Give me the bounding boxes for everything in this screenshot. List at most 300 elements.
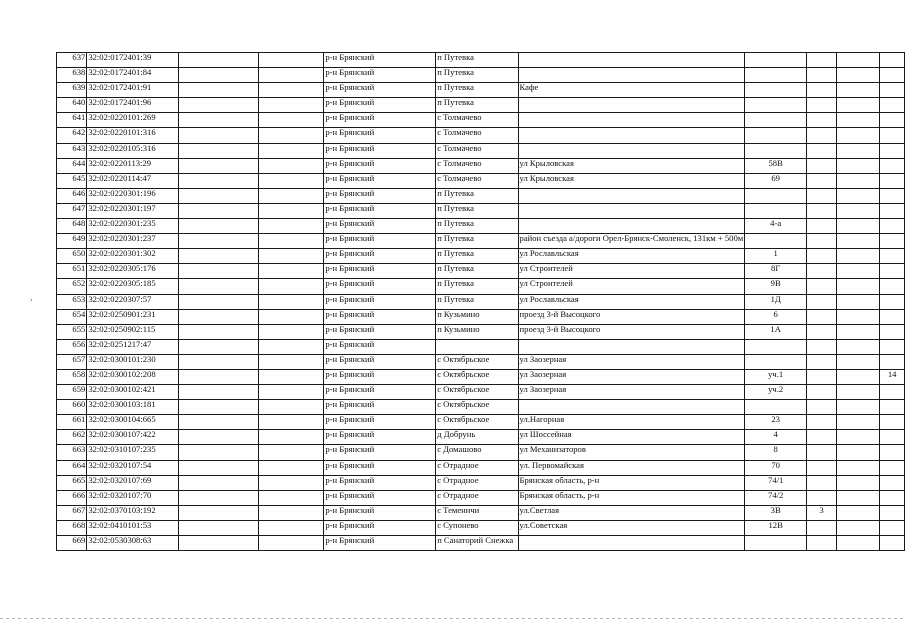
cadastral-number: 32:02:0300104:665 [87, 415, 179, 430]
cadastral-number: 32:02:0410101:53 [87, 520, 179, 535]
street-cell [518, 219, 745, 234]
extra-cell [836, 264, 879, 279]
extra-cell [836, 158, 879, 173]
district-cell: р-н Брянский [324, 249, 436, 264]
house-cell [745, 83, 807, 98]
street-cell: Кафе [518, 83, 745, 98]
settlement-cell: с Домашово [436, 445, 518, 460]
building-cell [807, 520, 837, 535]
cadastral-number: 32:02:0220301:237 [87, 234, 179, 249]
row-number: 653 [57, 294, 87, 309]
building-cell [807, 309, 837, 324]
flat-cell [880, 445, 905, 460]
flat-cell [880, 203, 905, 218]
cadastral-number: 32:02:0220101:269 [87, 113, 179, 128]
empty-cell [258, 460, 323, 475]
row-number: 655 [57, 324, 87, 339]
table-row [57, 385, 905, 400]
street-cell [518, 68, 745, 83]
house-cell: 4-а [745, 219, 807, 234]
cadastral-number: 32:02:0320107:69 [87, 475, 179, 490]
building-cell [807, 324, 837, 339]
table-row [57, 400, 905, 415]
flat-cell [880, 128, 905, 143]
extra-cell [836, 460, 879, 475]
cadastral-number: 32:02:0250902:115 [87, 324, 179, 339]
cadastral-number: 32:02:0172401:84 [87, 68, 179, 83]
row-number: 641 [57, 113, 87, 128]
building-cell [807, 264, 837, 279]
building-cell [807, 249, 837, 264]
district-cell: р-н Брянский [324, 505, 436, 520]
settlement-cell: п Путевка [436, 249, 518, 264]
district-cell: р-н Брянский [324, 490, 436, 505]
building-cell [807, 234, 837, 249]
row-number: 654 [57, 309, 87, 324]
extra-cell [836, 475, 879, 490]
street-cell [518, 536, 745, 551]
cadastral-number: 32:02:0220101:316 [87, 128, 179, 143]
house-cell [745, 128, 807, 143]
extra-cell [836, 143, 879, 158]
cadastral-number: 32:02:0220301:302 [87, 249, 179, 264]
cadastral-number: 32:02:0370103:192 [87, 505, 179, 520]
empty-cell [258, 203, 323, 218]
empty-cell [258, 83, 323, 98]
empty-cell [258, 128, 323, 143]
settlement-cell: с Октябрьское [436, 354, 518, 369]
house-cell: 6 [745, 309, 807, 324]
empty-cell [179, 294, 259, 309]
row-number: 658 [57, 369, 87, 384]
row-number: 652 [57, 279, 87, 294]
house-cell [745, 188, 807, 203]
row-number: 668 [57, 520, 87, 535]
extra-cell [836, 400, 879, 415]
house-cell: 74/2 [745, 490, 807, 505]
street-cell: Брянская область, р-н [518, 475, 745, 490]
table-row [57, 113, 905, 128]
empty-cell [258, 400, 323, 415]
cadastral-number: 32:02:0220305:176 [87, 264, 179, 279]
cadastral-number: 32:02:0310107:235 [87, 445, 179, 460]
house-cell [745, 339, 807, 354]
district-cell: р-н Брянский [324, 400, 436, 415]
empty-cell [258, 113, 323, 128]
row-number: 669 [57, 536, 87, 551]
district-cell: р-н Брянский [324, 385, 436, 400]
row-number: 648 [57, 219, 87, 234]
settlement-cell: п Путевка [436, 203, 518, 218]
cadastral-number: 32:02:0251217:47 [87, 339, 179, 354]
row-number: 667 [57, 505, 87, 520]
flat-cell [880, 475, 905, 490]
empty-cell [179, 445, 259, 460]
empty-cell [179, 83, 259, 98]
building-cell [807, 294, 837, 309]
building-cell [807, 475, 837, 490]
house-cell: 74/1 [745, 475, 807, 490]
empty-cell [179, 234, 259, 249]
empty-cell [179, 279, 259, 294]
cadastral-number: 32:02:0220301:196 [87, 188, 179, 203]
street-cell [518, 188, 745, 203]
settlement-cell: с Октябрьское [436, 415, 518, 430]
settlement-cell: п Путевка [436, 188, 518, 203]
building-cell [807, 400, 837, 415]
cadastral-number: 32:02:0300107:422 [87, 430, 179, 445]
extra-cell [836, 415, 879, 430]
district-cell: р-н Брянский [324, 68, 436, 83]
building-cell [807, 158, 837, 173]
extra-cell [836, 219, 879, 234]
empty-cell [258, 520, 323, 535]
extra-cell [836, 203, 879, 218]
extra-cell [836, 294, 879, 309]
empty-cell [179, 249, 259, 264]
street-cell: ул.Нагорная [518, 415, 745, 430]
cadastral-number: 32:02:0220307:57 [87, 294, 179, 309]
district-cell: р-н Брянский [324, 460, 436, 475]
street-cell: ул Заозерная [518, 354, 745, 369]
table-row [57, 53, 905, 68]
row-number: 638 [57, 68, 87, 83]
building-cell [807, 369, 837, 384]
settlement-cell: п Путевка [436, 219, 518, 234]
table-row [57, 520, 905, 535]
extra-cell [836, 249, 879, 264]
extra-cell [836, 98, 879, 113]
extra-cell [836, 324, 879, 339]
flat-cell [880, 505, 905, 520]
empty-cell [179, 475, 259, 490]
house-cell: 1Д [745, 294, 807, 309]
settlement-cell: с Толмачево [436, 128, 518, 143]
flat-cell [880, 264, 905, 279]
table-row [57, 309, 905, 324]
building-cell [807, 460, 837, 475]
table-row [57, 430, 905, 445]
settlement-cell: п Санаторий Снежка [436, 536, 518, 551]
table-row [57, 98, 905, 113]
district-cell: р-н Брянский [324, 53, 436, 68]
settlement-cell: с Толмачево [436, 113, 518, 128]
extra-cell [836, 68, 879, 83]
district-cell: р-н Брянский [324, 188, 436, 203]
flat-cell [880, 83, 905, 98]
street-cell: Брянская область, р-н [518, 490, 745, 505]
cadastral-number: 32:02:0300103:181 [87, 400, 179, 415]
cadastral-number: 32:02:0300102:421 [87, 385, 179, 400]
street-cell: ул Строителей [518, 264, 745, 279]
house-cell [745, 53, 807, 68]
row-number: 645 [57, 173, 87, 188]
empty-cell [258, 173, 323, 188]
empty-cell [179, 369, 259, 384]
street-cell [518, 113, 745, 128]
table-row [57, 324, 905, 339]
street-cell: ул Механизаторов [518, 445, 745, 460]
empty-cell [258, 219, 323, 234]
flat-cell [880, 188, 905, 203]
flat-cell [880, 490, 905, 505]
flat-cell [880, 415, 905, 430]
flat-cell [880, 53, 905, 68]
building-cell [807, 53, 837, 68]
district-cell: р-н Брянский [324, 475, 436, 490]
row-number: 659 [57, 385, 87, 400]
flat-cell [880, 309, 905, 324]
settlement-cell: п Путевка [436, 98, 518, 113]
district-cell: р-н Брянский [324, 158, 436, 173]
table-row [57, 369, 905, 384]
building-cell [807, 188, 837, 203]
house-cell: 4 [745, 430, 807, 445]
settlement-cell: с Отрадное [436, 460, 518, 475]
row-number: 664 [57, 460, 87, 475]
row-number: 650 [57, 249, 87, 264]
district-cell: р-н Брянский [324, 143, 436, 158]
settlement-cell: п Путевка [436, 294, 518, 309]
register-table [56, 52, 905, 551]
empty-cell [179, 324, 259, 339]
district-cell: р-н Брянский [324, 536, 436, 551]
district-cell: р-н Брянский [324, 339, 436, 354]
building-cell [807, 203, 837, 218]
cadastral-number: 32:02:0220305:185 [87, 279, 179, 294]
cadastral-number: 32:02:0172401:39 [87, 53, 179, 68]
row-number: 651 [57, 264, 87, 279]
district-cell: р-н Брянский [324, 324, 436, 339]
building-cell [807, 173, 837, 188]
row-number: 665 [57, 475, 87, 490]
settlement-cell: п Путевка [436, 279, 518, 294]
district-cell: р-н Брянский [324, 234, 436, 249]
flat-cell [880, 234, 905, 249]
settlement-cell: с Октябрьское [436, 369, 518, 384]
extra-cell [836, 354, 879, 369]
flat-cell [880, 294, 905, 309]
street-cell: проезд 3-й Высоцкого [518, 309, 745, 324]
flat-cell [880, 400, 905, 415]
table-row [57, 279, 905, 294]
settlement-cell: п Путевка [436, 53, 518, 68]
house-cell [745, 113, 807, 128]
extra-cell [836, 490, 879, 505]
cadastral-number: 32:02:0220301:235 [87, 219, 179, 234]
row-number: 663 [57, 445, 87, 460]
flat-cell [880, 520, 905, 535]
district-cell: р-н Брянский [324, 113, 436, 128]
extra-cell [836, 339, 879, 354]
table-row [57, 234, 905, 249]
street-cell [518, 98, 745, 113]
building-cell [807, 98, 837, 113]
table-row [57, 415, 905, 430]
district-cell: р-н Брянский [324, 98, 436, 113]
row-number: 649 [57, 234, 87, 249]
table-row [57, 158, 905, 173]
empty-cell [258, 490, 323, 505]
empty-cell [258, 234, 323, 249]
empty-cell [179, 460, 259, 475]
street-cell: ул Шоссейная [518, 430, 745, 445]
extra-cell [836, 445, 879, 460]
building-cell [807, 113, 837, 128]
building-cell [807, 219, 837, 234]
cadastral-number: 32:02:0220105:316 [87, 143, 179, 158]
house-cell [745, 354, 807, 369]
empty-cell [179, 354, 259, 369]
extra-cell [836, 83, 879, 98]
empty-cell [179, 520, 259, 535]
extra-cell [836, 385, 879, 400]
cadastral-number: 32:02:0172401:91 [87, 83, 179, 98]
empty-cell [179, 98, 259, 113]
street-cell: район съезда а/дороги Орел-Брянск-Смоленск, 131км + 500м [518, 234, 745, 249]
extra-cell [836, 53, 879, 68]
house-cell: уч.2 [745, 385, 807, 400]
district-cell: р-н Брянский [324, 279, 436, 294]
street-cell [518, 143, 745, 158]
row-number: 646 [57, 188, 87, 203]
house-cell: уч.1 [745, 369, 807, 384]
house-cell [745, 536, 807, 551]
flat-cell [880, 460, 905, 475]
scan-mark: › [30, 296, 33, 304]
settlement-cell: п Путевка [436, 234, 518, 249]
row-number: 662 [57, 430, 87, 445]
empty-cell [258, 143, 323, 158]
empty-cell [258, 505, 323, 520]
row-number: 656 [57, 339, 87, 354]
house-cell: 9В [745, 279, 807, 294]
house-cell: 1 [745, 249, 807, 264]
street-cell: ул Заозерная [518, 385, 745, 400]
empty-cell [179, 219, 259, 234]
empty-cell [179, 536, 259, 551]
cadastral-number: 32:02:0220114:47 [87, 173, 179, 188]
empty-cell [258, 430, 323, 445]
flat-cell [880, 173, 905, 188]
street-cell [518, 400, 745, 415]
settlement-cell: с Октябрьское [436, 385, 518, 400]
table-row [57, 445, 905, 460]
settlement-cell: с Теменичи [436, 505, 518, 520]
extra-cell [836, 113, 879, 128]
empty-cell [179, 68, 259, 83]
table-row [57, 83, 905, 98]
row-number: 661 [57, 415, 87, 430]
row-number: 647 [57, 203, 87, 218]
table-row [57, 173, 905, 188]
building-cell [807, 68, 837, 83]
empty-cell [258, 324, 323, 339]
settlement-cell: с Толмачево [436, 158, 518, 173]
district-cell: р-н Брянский [324, 203, 436, 218]
house-cell: 12В [745, 520, 807, 535]
extra-cell [836, 505, 879, 520]
empty-cell [179, 203, 259, 218]
flat-cell [880, 536, 905, 551]
cadastral-number: 32:02:0530308:63 [87, 536, 179, 551]
empty-cell [258, 385, 323, 400]
building-cell [807, 490, 837, 505]
building-cell [807, 279, 837, 294]
empty-cell [258, 445, 323, 460]
extra-cell [836, 520, 879, 535]
row-number: 642 [57, 128, 87, 143]
table-row [57, 490, 905, 505]
building-cell [807, 415, 837, 430]
district-cell: р-н Брянский [324, 415, 436, 430]
table-row [57, 128, 905, 143]
house-cell [745, 143, 807, 158]
row-number: 640 [57, 98, 87, 113]
settlement-cell [436, 339, 518, 354]
empty-cell [179, 53, 259, 68]
building-cell [807, 385, 837, 400]
district-cell: р-н Брянский [324, 173, 436, 188]
empty-cell [179, 158, 259, 173]
settlement-cell: с Толмачево [436, 173, 518, 188]
street-cell [518, 128, 745, 143]
empty-cell [179, 309, 259, 324]
extra-cell [836, 173, 879, 188]
table-row [57, 68, 905, 83]
table-row [57, 143, 905, 158]
empty-cell [179, 188, 259, 203]
cadastral-number: 32:02:0250901:231 [87, 309, 179, 324]
settlement-cell: п Кузьмино [436, 324, 518, 339]
row-number: 666 [57, 490, 87, 505]
street-cell: ул Рославльская [518, 249, 745, 264]
settlement-cell: с Октябрьское [436, 400, 518, 415]
house-cell: 58В [745, 158, 807, 173]
street-cell: ул Крыловская [518, 173, 745, 188]
empty-cell [258, 415, 323, 430]
house-cell: 8 [745, 445, 807, 460]
empty-cell [179, 264, 259, 279]
flat-cell [880, 430, 905, 445]
flat-cell [880, 158, 905, 173]
table-row [57, 475, 905, 490]
house-cell [745, 98, 807, 113]
empty-cell [179, 339, 259, 354]
house-cell [745, 68, 807, 83]
empty-cell [179, 113, 259, 128]
building-cell [807, 354, 837, 369]
cadastral-number: 32:02:0300102:208 [87, 369, 179, 384]
table-row [57, 339, 905, 354]
empty-cell [258, 264, 323, 279]
table-row [57, 536, 905, 551]
flat-cell [880, 249, 905, 264]
district-cell: р-н Брянский [324, 354, 436, 369]
table-row [57, 264, 905, 279]
table-row [57, 354, 905, 369]
row-number: 643 [57, 143, 87, 158]
extra-cell [836, 309, 879, 324]
building-cell [807, 445, 837, 460]
empty-cell [258, 369, 323, 384]
building-cell [807, 536, 837, 551]
table-row [57, 249, 905, 264]
empty-cell [179, 430, 259, 445]
empty-cell [258, 53, 323, 68]
building-cell [807, 339, 837, 354]
street-cell: ул.Советская [518, 520, 745, 535]
